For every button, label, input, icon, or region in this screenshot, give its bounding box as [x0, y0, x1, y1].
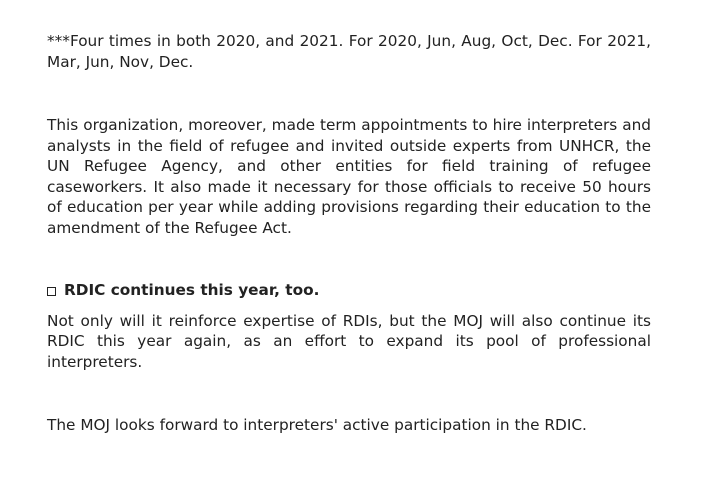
- closing-paragraph: The MOJ looks forward to interpreters' active participation in the RDIC.: [47, 416, 587, 434]
- section-heading: [47, 280, 651, 301]
- section-heading-text: RDIC continues this year, too.: [64, 281, 320, 299]
- schedule-footnote: ***Four times in both 2020, and 2021. For 2020, Jun, Aug, Oct, Dec. For 2021, Mar, Jun, Nov, Dec.: [47, 32, 651, 71]
- appointments-paragraph: This organization, moreover, made term appointments to hire interpreters and analysts in the field of refugee and invited outside experts from UNHCR, the UN Refugee Agency, and other entities for field training of refugee caseworkers. It also made it necessary for those officials to receive 50 hours of education per year while adding provisions regarding their education to the amendment of the Refugee Act.: [47, 116, 651, 237]
- square-bullet-icon: [47, 287, 56, 296]
- rdic-paragraph: Not only will it reinforce expertise of RDIs, but the MOJ will also continue its RDIC this year again, as an effort to expand its pool of professional interpreters.: [47, 311, 651, 371]
- article-body: [47, 31, 651, 436]
